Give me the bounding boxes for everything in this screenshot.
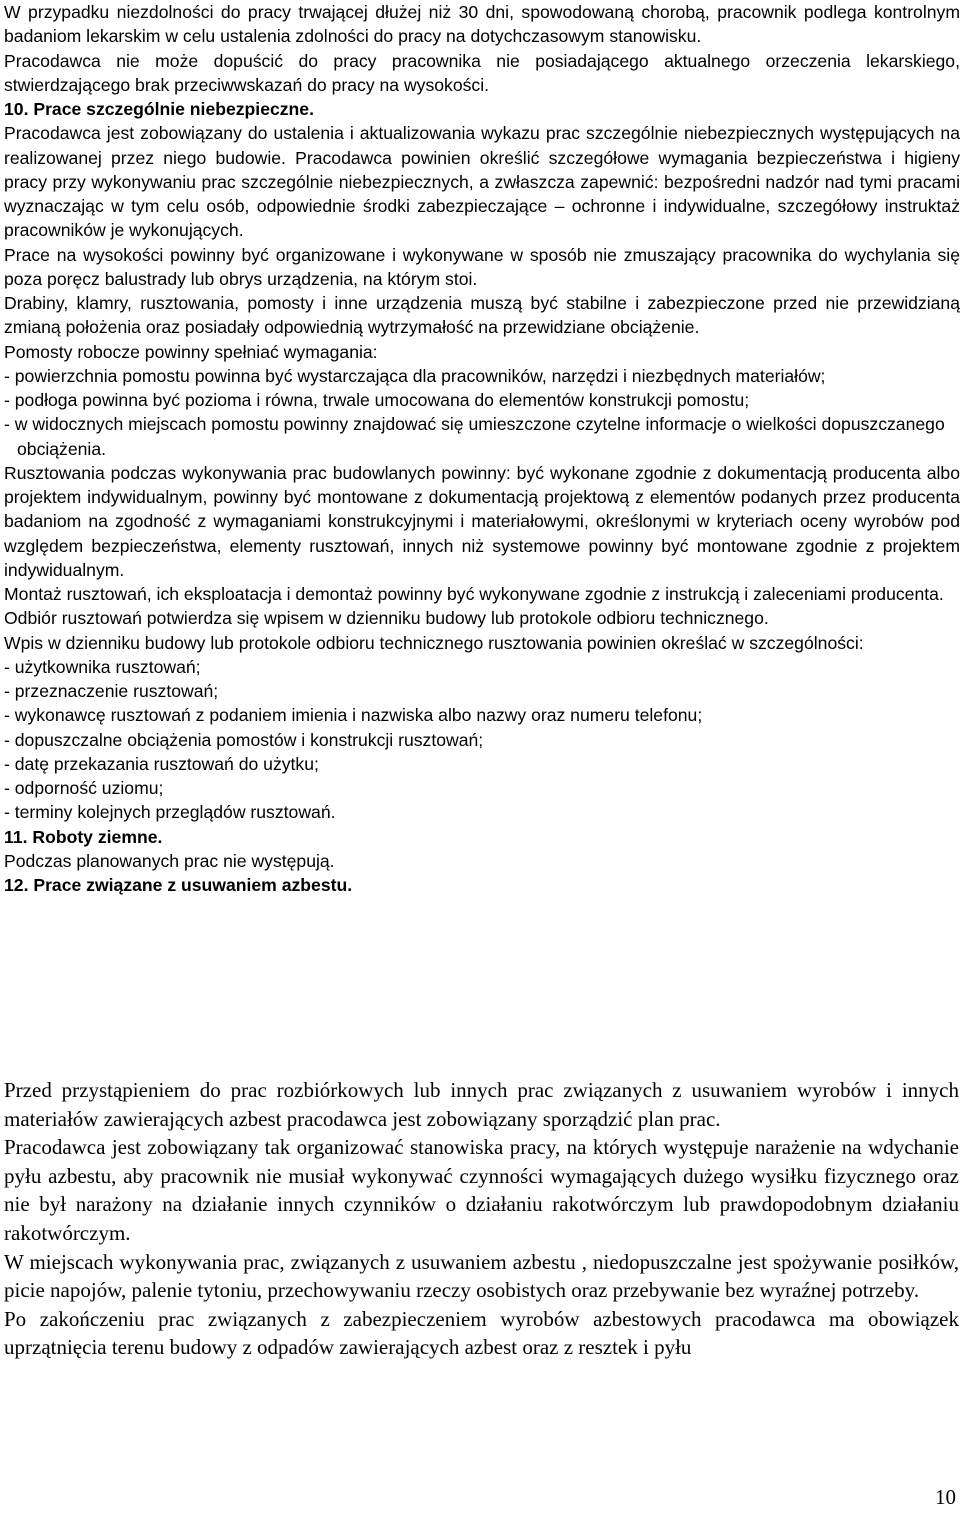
- paragraph-platform-requirements: Pomosty robocze powinny spełniać wymagania:: [4, 341, 378, 362]
- paragraph-dangerous-works: Pracodawca jest zobowiązany do ustalenia i aktualizowania wykazu prac szczególnie niebezpiecznych występujących na realizowanej przez niego budowie. Pracodawca powinien określić szczegółowe wymagania bezpieczeństwa i higieny pracy przy wykonywaniu prac szczególnie niebezpiecznych, a zwłaszcza zapewnić: bezpośredni nadzór nad tymi pracami wyznaczając w tym celu osób, odpowiednie środki zabezpieczające – ochronne i indywidualne, szczegółowy instruktaż pracowników je wykonujących.: [4, 123, 960, 241]
- sans-text-block: [4, 0, 960, 897]
- paragraph-logbook-entry: Wpis w dzienniku budowy lub protokole odbioru technicznego rusztowania powinien określać w szczególności:: [4, 632, 864, 653]
- list-item: - użytkownika rusztowań;: [4, 656, 201, 677]
- paragraph-height-works: Prace na wysokości powinny być organizowane i wykonywane w sposób nie zmuszający pracownika do wychylania się poza poręcz balustrady lub obrys urządzenia, na którym stoi.: [4, 244, 960, 289]
- paragraph-earthworks: Podczas planowanych prac nie występują.: [4, 850, 335, 871]
- list-item: - dopuszczalne obciążenia pomostów i konstrukcji rusztowań;: [4, 729, 484, 750]
- serif-text-block: [4, 1076, 959, 1362]
- paragraph-asbestos-plan: Przed przystąpieniem do prac rozbiórkowych lub innych prac związanych z usuwaniem wyrobów i innych materiałów zawierających azbest pracodawca jest zobowiązany sporządzić plan prac.: [4, 1078, 959, 1131]
- list-item: - odporność uziomu;: [4, 778, 164, 798]
- list-item: - terminy kolejnych przeglądów rusztowań.: [4, 802, 336, 823]
- list-item: - przeznaczenie rusztowań;: [4, 681, 219, 701]
- paragraph-asbestos-prohibitions: W miejscach wykonywania prac, związanych z usuwaniem azbestu , niedopuszczalne jest spożywanie posiłków, picie napojów, palenie tytoniu, przechowywaniu rzeczy osobistych oraz przebywanie bez wyraźnej potrzeby.: [4, 1249, 959, 1303]
- section-11-heading: 11. Roboty ziemne.: [4, 826, 163, 847]
- paragraph-ladders: Drabiny, klamry, rusztowania, pomosty i inne urządzenia muszą być stabilne i zabezpieczone przed nie przewidzianą zmianą położenia oraz posiadały odpowiednią wytrzymałość na przewidziane obciążenie.: [4, 293, 960, 338]
- list-item: - wykonawcę rusztowań z podaniem imienia i nazwiska albo nazwy oraz numeru telefonu;: [4, 705, 703, 726]
- paragraph-scaffolding-assembly: Montaż rusztowań, ich eksploatacja i demontaż powinny być wykonywane zgodnie z instrukcją i zaleceniami producenta.: [4, 584, 944, 604]
- paragraph-asbestos-cleanup: Po zakończeniu prac związanych z zabezpieczeniem wyrobów azbestowych pracodawca ma obowiązek uprzątnięcia terenu budowy z odpadów zawierających azbest oraz z resztek i pyłu: [4, 1306, 959, 1360]
- section-10-heading: 10. Prace szczególnie niebezpieczne.: [4, 99, 314, 119]
- paragraph-asbestos-workstations: Pracodawca jest zobowiązany tak organizować stanowiska pracy, na których występuje narażenie na wdychanie pyłu azbestu, aby pracownik nie musiał wykonywać czynności wymagających dużego wysiłku fizycznego oraz nie był narażony na działanie innych czynników o działaniu rakotwórczym lub prawdopodobnym działaniu rakotwórczym.: [4, 1135, 959, 1245]
- page-number: 10: [935, 1485, 956, 1509]
- section-12-heading: 12. Prace związane z usuwaniem azbestu.: [4, 875, 353, 895]
- paragraph-medical-certificate: Pracodawca nie może dopuścić do pracy pracownika nie posiadającego aktualnego orzeczenia lekarskiego, stwierdzającego brak przeciwwskazań do pracy na wysokości.: [4, 50, 960, 95]
- paragraph-sick-leave: W przypadku niezdolności do pracy trwającej dłużej niż 30 dni, spowodowaną chorobą, pracownik podlega kontrolnym badaniom lekarskim w celu ustalenia zdolności do pracy na dotychczasowym stanowisku.: [4, 2, 960, 47]
- list-item: - podłoga powinna być pozioma i równa, trwale umocowana do elementów konstrukcji pomostu;: [4, 390, 750, 410]
- paragraph-scaffolding: Rusztowania podczas wykonywania prac budowlanych powinny: być wykonane zgodnie z dokumentacją producenta albo projektem indywidualnym, powinny być montowane z dokumentacją projektową z elementów podanych przez producenta badaniom na zgodność z wymaganiami konstrukcyjnymi i materiałowymi, określonymi w kryteriach oceny wyrobów pod względem bezpieczeństwa, elementy rusztowań, innych niż systemowe powinny być montowane zgodnie z projektem indywidualnym.: [4, 462, 960, 580]
- paragraph-scaffolding-acceptance: Odbiór rusztowań potwierdza się wpisem w dzienniku budowy lub protokole odbioru technicznego.: [4, 608, 769, 629]
- list-item: - datę przekazania rusztowań do użytku;: [4, 753, 319, 774]
- list-item: - w widocznych miejscach pomostu powinny znajdować się umieszczone czytelne informacje o wielkości dopuszczanego obciążenia.: [4, 414, 945, 459]
- list-item: - powierzchnia pomostu powinna być wystarczająca dla pracowników, narzędzi i niezbędnych materiałów;: [4, 365, 826, 386]
